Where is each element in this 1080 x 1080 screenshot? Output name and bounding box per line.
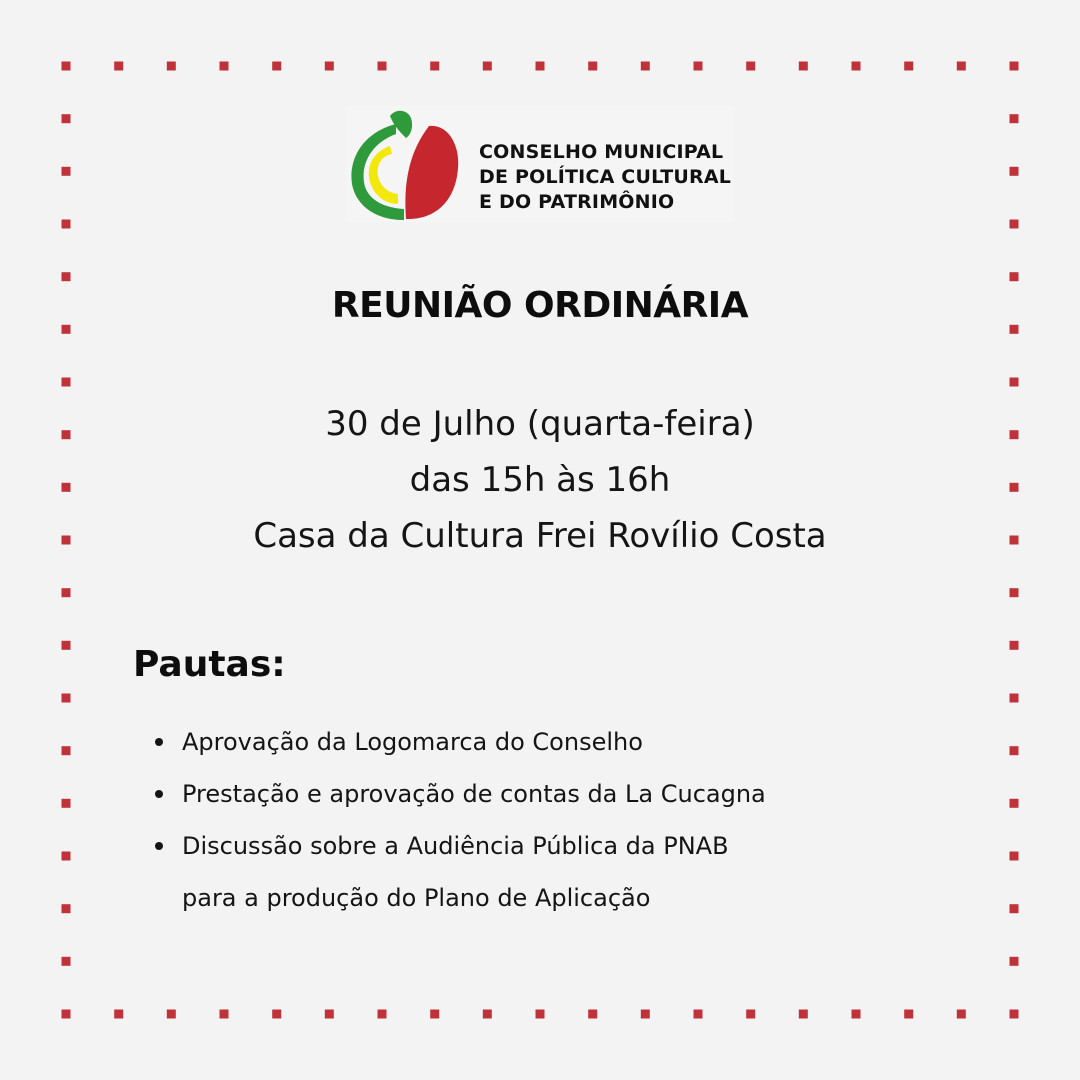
border-dot — [1010, 746, 1019, 755]
border-dot — [62, 694, 71, 703]
border-dot — [641, 1010, 650, 1019]
border-dot — [483, 62, 492, 71]
border-dot — [114, 1010, 123, 1019]
border-dot — [957, 1010, 966, 1019]
border-dot — [1010, 272, 1019, 281]
border-dot — [799, 62, 808, 71]
border-dot — [62, 114, 71, 123]
agenda-item-text-continued: para a produção do Plano de Aplicação — [182, 884, 651, 912]
apple-logo-icon — [346, 106, 466, 222]
border-dot — [799, 1010, 808, 1019]
logo-yellow-arc — [369, 146, 398, 204]
border-dot — [1010, 167, 1019, 176]
meeting-title: REUNIÃO ORDINÁRIA — [331, 285, 749, 326]
border-dot — [62, 957, 71, 966]
border-dot — [852, 62, 861, 71]
border-dot — [588, 62, 597, 71]
border-dot — [62, 378, 71, 387]
border-dot — [325, 1010, 334, 1019]
border-dot — [1010, 325, 1019, 334]
border-dot — [62, 272, 71, 281]
border-dot — [746, 62, 755, 71]
border-dot — [1010, 588, 1019, 597]
logo-wordmark — [479, 140, 731, 215]
border-dot — [62, 325, 71, 334]
border-dot — [114, 62, 123, 71]
border-dot — [694, 62, 703, 71]
meeting-details — [0, 396, 1080, 564]
border-dot — [62, 220, 71, 229]
border-dot — [1010, 904, 1019, 913]
logo-line-1: CONSELHO MUNICIPAL — [479, 141, 724, 163]
border-dot — [588, 1010, 597, 1019]
border-dot — [220, 62, 229, 71]
border-dot — [167, 1010, 176, 1019]
border-dot — [62, 62, 71, 71]
meeting-place: Casa da Cultura Frei Rovílio Costa — [253, 516, 827, 556]
agenda-item — [155, 716, 935, 768]
bullet-icon — [155, 842, 163, 850]
border-dot — [536, 1010, 545, 1019]
border-dot — [904, 1010, 913, 1019]
logo-line-2: DE POLÍTICA CULTURAL — [479, 166, 732, 188]
meeting-time: das 15h às 16h — [409, 460, 671, 500]
border-dot — [1010, 220, 1019, 229]
border-dot — [1010, 852, 1019, 861]
border-dot — [220, 1010, 229, 1019]
border-dot — [62, 588, 71, 597]
border-dot — [641, 62, 650, 71]
border-dot — [904, 62, 913, 71]
logo-line-3: E DO PATRIMÔNIO — [479, 191, 675, 213]
border-dot — [62, 852, 71, 861]
border-dot — [694, 1010, 703, 1019]
border-dot — [483, 1010, 492, 1019]
border-dot — [536, 62, 545, 71]
council-logo — [346, 106, 734, 222]
agenda-item — [155, 768, 935, 820]
agenda-item-text: Aprovação da Logomarca do Conselho — [182, 728, 643, 756]
agenda-item-text: Prestação e aprovação de contas da La Cucagna — [182, 780, 766, 808]
border-dot — [1010, 799, 1019, 808]
border-dot — [62, 167, 71, 176]
border-dot — [62, 746, 71, 755]
agenda-list — [155, 716, 935, 924]
bullet-icon — [155, 738, 163, 746]
bullet-icon — [155, 790, 163, 798]
border-dot — [62, 641, 71, 650]
border-dot — [852, 1010, 861, 1019]
border-dot — [272, 1010, 281, 1019]
logo-green-arc — [351, 124, 404, 220]
border-dot — [1010, 641, 1019, 650]
border-dot — [746, 1010, 755, 1019]
agenda-item — [155, 820, 935, 924]
border-dot — [430, 1010, 439, 1019]
meeting-date: 30 de Julho (quarta-feira) — [325, 404, 755, 444]
border-dot — [1010, 694, 1019, 703]
border-dot — [957, 62, 966, 71]
border-dot — [378, 62, 387, 71]
border-dot — [62, 904, 71, 913]
logo-red-half — [405, 126, 458, 219]
border-dot — [1010, 114, 1019, 123]
border-dot — [1010, 62, 1019, 71]
border-dot — [62, 799, 71, 808]
border-dot — [167, 62, 176, 71]
border-dot — [1010, 1010, 1019, 1019]
agenda-heading: Pautas: — [133, 644, 286, 685]
agenda-item-text: Discussão sobre a Audiência Pública da PNAB — [182, 832, 729, 860]
border-dot — [62, 1010, 71, 1019]
border-dot — [1010, 378, 1019, 387]
border-dot — [430, 62, 439, 71]
border-dot — [325, 62, 334, 71]
border-dot — [272, 62, 281, 71]
border-dot — [378, 1010, 387, 1019]
border-dot — [1010, 957, 1019, 966]
